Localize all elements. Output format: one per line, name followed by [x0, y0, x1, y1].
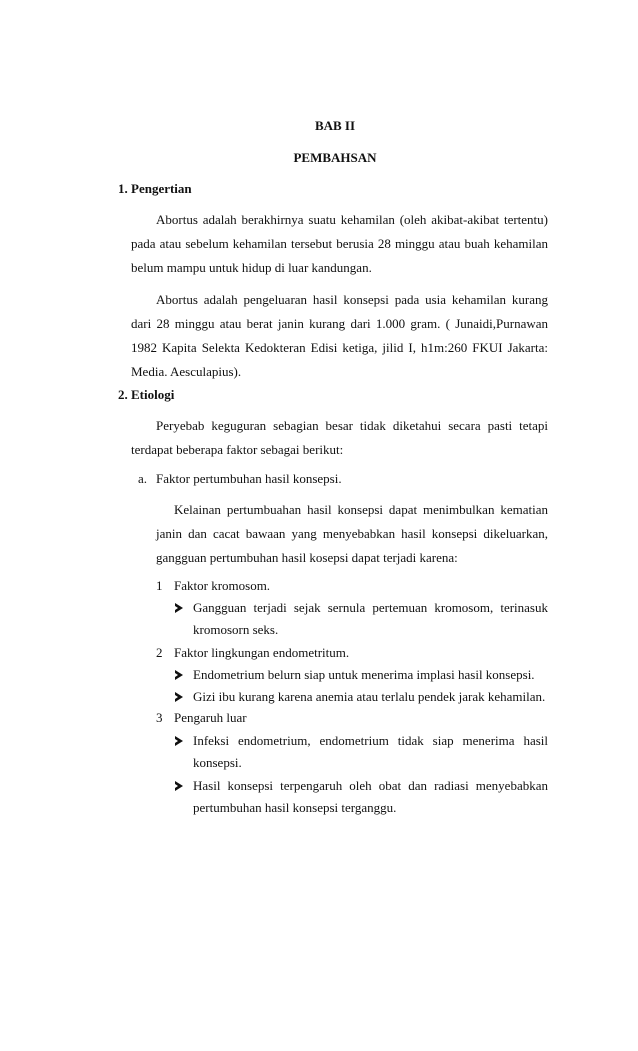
bullet-text: Infeksi endometrium, endometrium tidak siap menerima hasil konsepsi. [193, 733, 548, 770]
arrow-bullet-icon [175, 736, 183, 746]
arrow-bullet-icon [175, 670, 183, 680]
list-item-label: Faktor kromosom. [174, 578, 271, 593]
arrow-bullet-icon [175, 781, 183, 791]
paragraph: Peryebab keguguran sebagian besar tidak diketahui secara pasti tetapi terdapat beberapa faktor sebagai berikut: [131, 418, 548, 457]
list-marker: 1 [156, 578, 163, 593]
list-marker: 2 [156, 645, 163, 660]
section-heading-etiologi: 2. Etiologi [118, 387, 175, 402]
subsection-label: Faktor pertumbuhan hasil konsepsi. [156, 471, 342, 486]
chapter-label: BAB II [314, 118, 356, 133]
paragraph: Abortus adalah pengeluaran hasil konsepsi pada usia kehamilan kurang dari 28 minggu atau berat janin kurang dari 1.000 gram. ( Junaidi,Purnawan 1982 Kapita Selekta Kedokteran Edisi ketiga, jilid I, h1m:260 FKUI Jakarta: Media. Aesculapius). [131, 292, 548, 379]
list-item-label: Faktor lingkungan endometritum. [174, 645, 350, 660]
bullet-item [175, 664, 548, 686]
arrow-bullet-icon [175, 692, 183, 702]
list-item [156, 645, 349, 661]
arrow-bullet-icon [175, 603, 183, 613]
list-marker: 3 [156, 710, 163, 725]
bullet-item [175, 775, 548, 819]
chapter-title: PEMBAHSAN [293, 150, 377, 165]
list-item-label: Pengaruh luar [174, 710, 247, 725]
paragraph: Abortus adalah berakhirnya suatu kehamilan (oleh akibat-akibat tertentu) pada atau sebelum kehamilan tersebut berusia 28 minggu atau buah kehamilan belum mampu untuk hidup di luar kandungan. [131, 212, 548, 275]
bullet-text: Endometrium belurn siap untuk menerima implasi hasil konsepsi. [193, 667, 535, 682]
paragraph: Kelainan pertumbuahan hasil konsepsi dapat menimbulkan kematian janin dan cacat bawaan yang menyebabkan hasil konsepsi dikeluarkan, gangguan pertumbuhan hasil kosepsi dapat terjadi karena: [156, 502, 548, 565]
bullet-item [175, 730, 548, 774]
section-heading-pengertian: 1. Pengertian [118, 181, 192, 196]
list-item [156, 710, 247, 726]
bullet-text: Gangguan terjadi sejak sernula pertemuan kromosom, terinasuk kromosorn seks. [193, 600, 548, 637]
list-item [156, 578, 270, 594]
subsection-a [138, 471, 342, 487]
bullet-item [175, 597, 548, 641]
list-marker: a. [138, 471, 148, 486]
bullet-text: Hasil konsepsi terpengaruh oleh obat dan radiasi menyebabkan pertumbuhan hasil konsepsi terganggu. [193, 778, 548, 815]
bullet-text: Gizi ibu kurang karena anemia atau terlalu pendek jarak kehamilan. [193, 689, 546, 704]
bullet-item [175, 686, 548, 708]
